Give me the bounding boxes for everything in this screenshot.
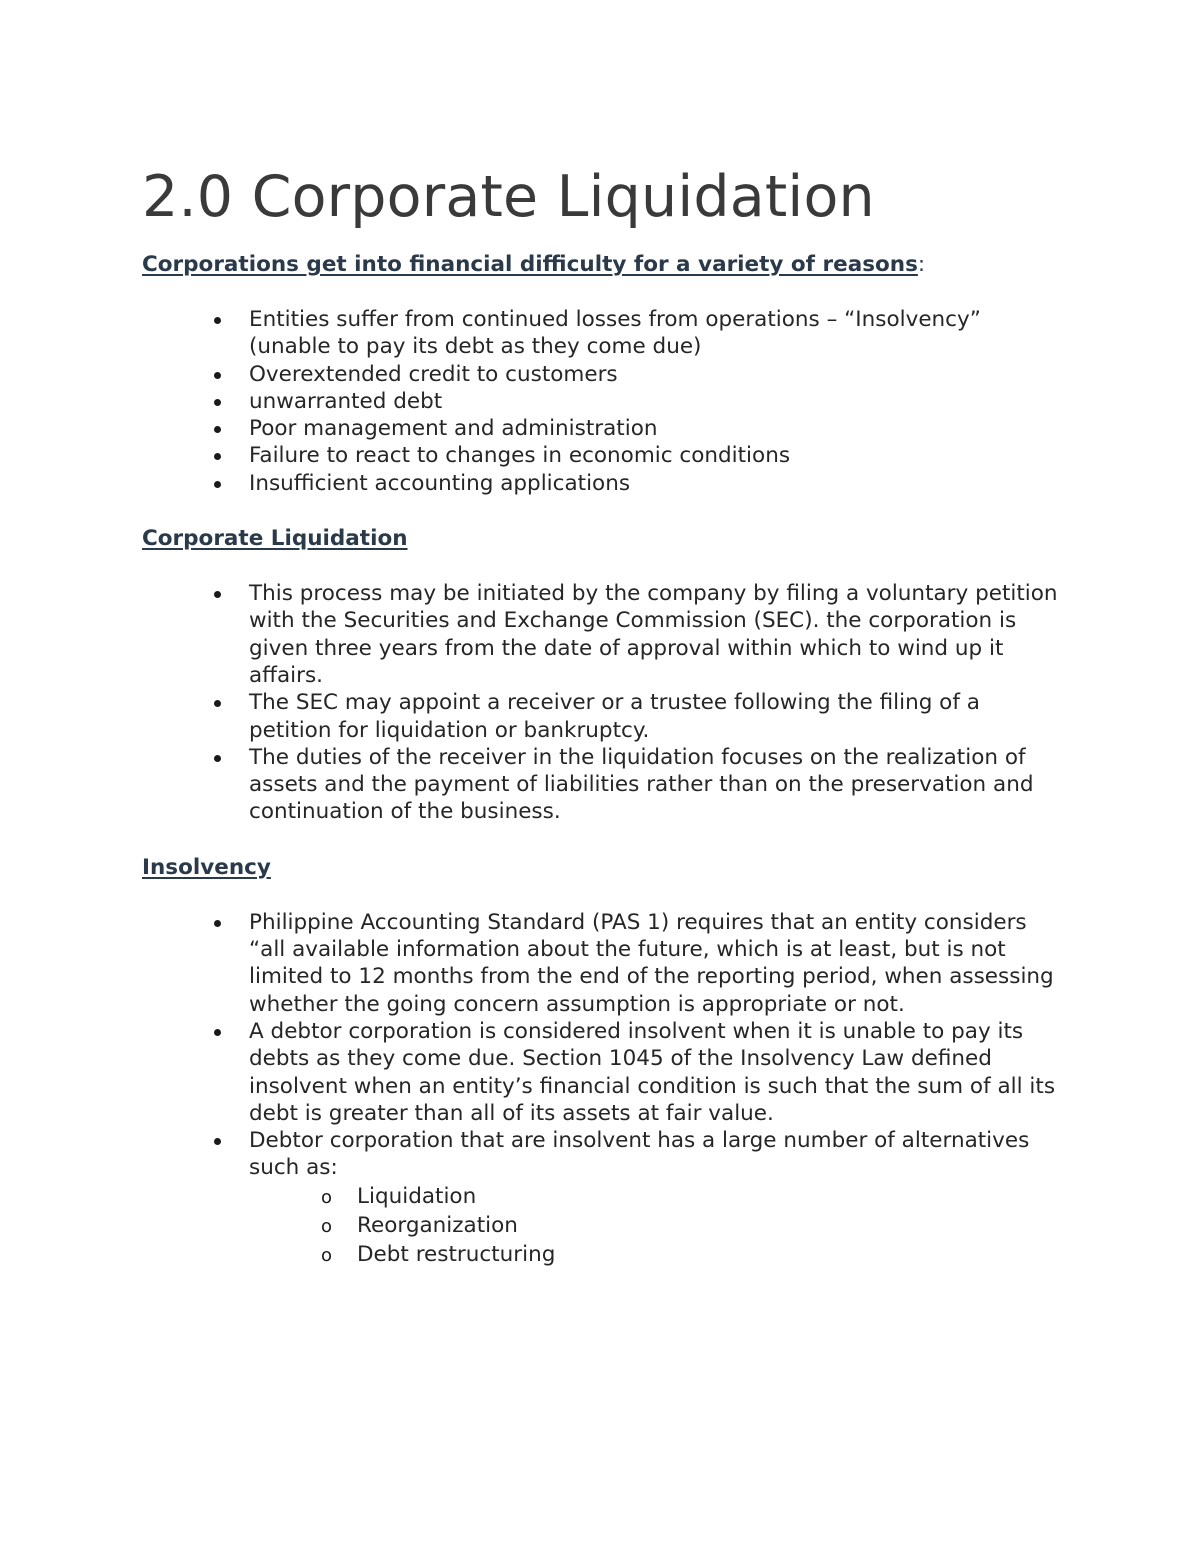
list-item-text: A debtor corporation is considered insolvent when it is unable to pay its debts as they come due. Section 1045 of the Insolvency Law defined insolvent when an entity’s financial condition is such that the sum of all its debt is greater than all of its assets at fair value. (249, 1018, 1056, 1126)
sub-list-item-text: Liquidation (357, 1183, 477, 1209)
bullet-list-insolvency (142, 909, 1062, 1269)
bullet-dot-icon (214, 372, 221, 379)
hollow-circle-bullet-icon: o (321, 1186, 333, 1208)
section-heading-text: Insolvency (142, 854, 271, 880)
bullet-dot-icon (214, 591, 221, 598)
list-item (142, 744, 1062, 826)
section-heading-financial-difficulty (142, 251, 1062, 278)
section-heading-insolvency (142, 854, 1062, 881)
list-item-text: Poor management and administration (249, 416, 658, 442)
list-item-text: Insufficient accounting applications (249, 470, 631, 496)
sub-list-item (249, 1182, 1062, 1211)
list-item-text: Philippine Accounting Standard (PAS 1) requires that an entity considers “all available information about the future, which is at least, but is not limited to 12 months from the end of the reporting period, when assessing whether the going concern assumption is appropriate or not. (249, 909, 1054, 1017)
list-item (142, 580, 1062, 689)
list-item (142, 1018, 1062, 1127)
sub-list-item-text: Debt restructuring (357, 1241, 556, 1267)
page-title: 2.0 Corporate Liquidation (142, 164, 875, 230)
section-heading-text: Corporations get into financial difficulty for a variety of reasons (142, 252, 918, 277)
list-item-text: Entities suffer from continued losses from operations – “Insolvency” (unable to pay its debt as they come due) (249, 307, 981, 360)
sub-list-item (249, 1211, 1062, 1240)
list-item-text: The SEC may appoint a receiver or a trustee following the filing of a petition for liquidation or bankruptcy. (249, 690, 980, 743)
list-item (142, 470, 1062, 497)
bullet-list-liquidation (142, 580, 1062, 826)
list-item (142, 361, 1062, 388)
list-item-text: unwarranted debt (249, 388, 443, 414)
bullet-dot-icon (214, 399, 221, 406)
sub-list-alternatives (249, 1182, 1062, 1269)
section-heading-colon: : (917, 252, 926, 277)
list-item-text: The duties of the receiver in the liquidation focuses on the realization of assets and the payment of liabilities rather than on the preservation and continuation of the business. (249, 744, 1034, 825)
bullet-dot-icon (214, 700, 221, 707)
bullet-dot-icon (214, 755, 221, 762)
bullet-dot-icon (214, 426, 221, 433)
list-item-text: This process may be initiated by the company by filing a voluntary petition with the Securities and Exchange Commission (SEC). the corporation is given three years from the date of approval within which to wind up it affairs. (249, 581, 1058, 688)
list-item (142, 388, 1062, 415)
list-item (142, 689, 1062, 744)
document-body (142, 162, 1062, 1269)
section-heading-corporate-liquidation (142, 525, 1062, 552)
list-item-text: Failure to react to changes in economic conditions (249, 443, 791, 469)
bullet-dot-icon (214, 920, 221, 927)
bullet-dot-icon (214, 481, 221, 488)
bullet-dot-icon (214, 453, 221, 460)
list-item (142, 415, 1062, 442)
list-item (142, 1127, 1062, 1269)
list-item (142, 909, 1062, 1018)
list-item-text: Debtor corporation that are insolvent has a large number of alternatives such as: (249, 1128, 1030, 1181)
sub-list-wrapper (142, 1182, 1062, 1269)
list-item (142, 306, 1062, 361)
section-heading-text: Corporate Liquidation (142, 526, 408, 552)
hollow-circle-bullet-icon: o (321, 1215, 333, 1237)
bullet-list-reasons (142, 306, 1062, 497)
sub-list-item-text: Reorganization (357, 1212, 518, 1238)
bullet-dot-icon (214, 1029, 221, 1036)
bullet-dot-icon (214, 317, 221, 324)
bullet-dot-icon (214, 1138, 221, 1145)
list-item-text: Overextended credit to customers (249, 361, 618, 387)
sub-list-item (249, 1240, 1062, 1269)
list-item (142, 442, 1062, 469)
hollow-circle-bullet-icon: o (321, 1244, 333, 1266)
